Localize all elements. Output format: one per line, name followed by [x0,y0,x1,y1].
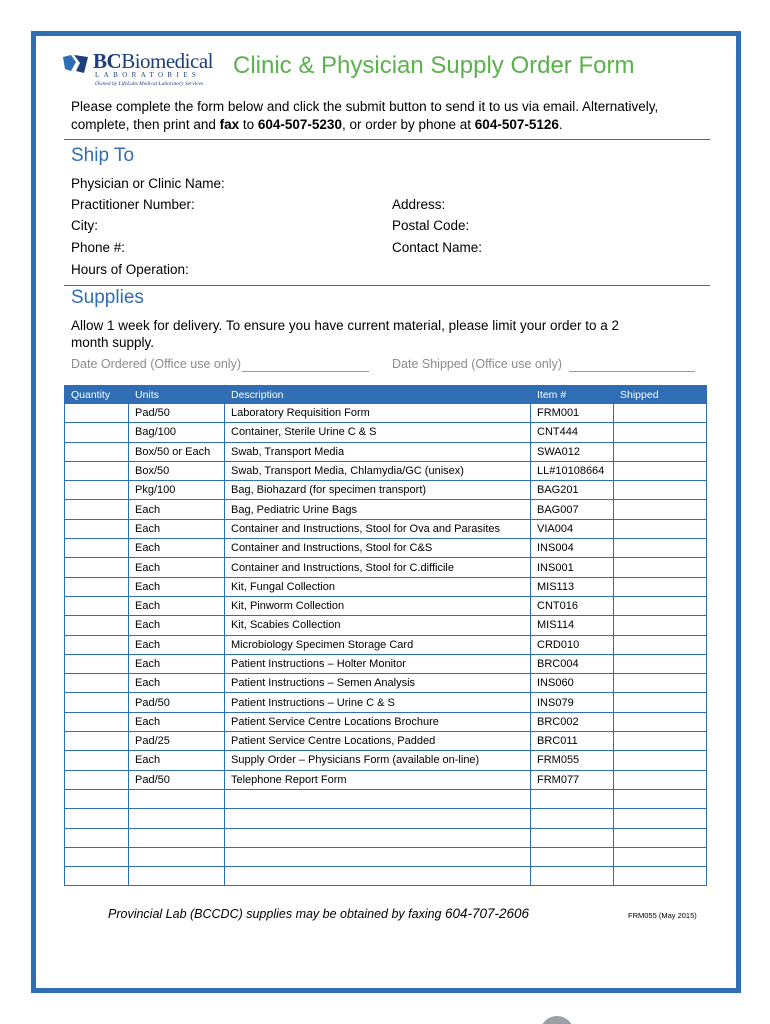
shipped-cell [614,596,707,615]
item-number-cell [531,828,614,847]
shipped-cell [614,789,707,808]
table-row [65,558,707,577]
supplies-note: Allow 1 week for delivery. To ensure you have current material, please limit your order to a 2 month supply. [71,318,620,350]
supply-order-table [64,385,707,886]
description-cell [225,828,531,847]
shipped-cell [614,558,707,577]
page-title: Clinic & Physician Supply Order Form [233,52,635,79]
item-number-cell: BRC002 [531,712,614,731]
shipped-cell [614,732,707,751]
description-cell [225,789,531,808]
units-cell: Each [129,539,225,558]
item-number-cell: BRC011 [531,732,614,751]
item-number-cell: CNT444 [531,423,614,442]
quantity-cell[interactable] [65,558,129,577]
postal-code-field[interactable]: Postal Code: [392,218,470,233]
description-cell: Kit, Scabies Collection [225,616,531,635]
phone-field[interactable]: Phone #: [71,240,126,255]
units-cell [129,789,225,808]
description-cell: Kit, Fungal Collection [225,577,531,596]
item-number-cell: FRM055 [531,751,614,770]
description-cell: Bag, Pediatric Urine Bags [225,500,531,519]
table-row [65,442,707,461]
page-corner-mark [540,1016,574,1024]
shipped-cell [614,461,707,480]
shipped-cell [614,654,707,673]
quantity-cell[interactable] [65,461,129,480]
physician-name-field[interactable]: Physician or Clinic Name: [71,176,225,191]
shipped-cell [614,616,707,635]
description-cell: Container and Instructions, Stool for Ova and Parasites [225,519,531,538]
table-row [65,712,707,731]
table-row [65,674,707,693]
table-row [65,519,707,538]
units-cell: Pad/25 [129,732,225,751]
footer-note: Provincial Lab (BCCDC) supplies may be obtained by faxing 604-707-2606 [108,906,530,921]
quantity-cell[interactable] [65,577,129,596]
units-cell: Each [129,635,225,654]
form-id: FRM055 (May 2015) [628,911,697,920]
quantity-cell[interactable] [65,867,129,886]
description-cell: Microbiology Specimen Storage Card [225,635,531,654]
item-number-cell: FRM077 [531,770,614,789]
units-cell: Bag/100 [129,423,225,442]
quantity-cell[interactable] [65,789,129,808]
units-cell: Box/50 [129,461,225,480]
description-cell: Patient Service Centre Locations, Padded [225,732,531,751]
shipped-cell [614,481,707,500]
column-header-description: Description [225,386,531,404]
intro-text: Please complete the form below and click the submit button to send it to us via email. Alternatively, complete, then print and fax to 604-507-5230, or order by phone at 604-507-5126. [71,99,659,132]
units-cell: Each [129,616,225,635]
phone-number: 604-507-5126 [474,117,559,132]
table-row [65,500,707,519]
table-row [65,847,707,866]
section-divider [64,285,710,286]
description-cell: Container and Instructions, Stool for C&S [225,539,531,558]
quantity-cell[interactable] [65,539,129,558]
item-number-cell: INS079 [531,693,614,712]
column-header-item: Item # [531,386,614,404]
description-cell [225,847,531,866]
item-number-cell: FRM001 [531,404,614,423]
units-cell: Box/50 or Each [129,442,225,461]
table-row [65,423,707,442]
table-row [65,596,707,615]
units-cell: Each [129,712,225,731]
description-cell: Supply Order – Physicians Form (available on-line) [225,751,531,770]
quantity-cell[interactable] [65,809,129,828]
column-header-units: Units [129,386,225,404]
table-row [65,539,707,558]
column-header-shipped: Shipped [614,386,707,404]
quantity-cell[interactable] [65,770,129,789]
units-cell: Each [129,654,225,673]
description-cell: Container and Instructions, Stool for C.difficile [225,558,531,577]
quantity-cell[interactable] [65,654,129,673]
shipped-cell [614,577,707,596]
shipped-cell [614,539,707,558]
logo-name: BCBiomedical [93,49,213,73]
date-ordered-label: Date Ordered (Office use only) [71,357,241,371]
item-number-cell: INS060 [531,674,614,693]
practitioner-number-field[interactable]: Practitioner Number: [71,197,195,212]
logo-owner-text: Owned by LifeLabs Medical Laboratory Services [95,81,204,87]
units-cell: Each [129,500,225,519]
bc-biomedical-logo [62,49,214,91]
shipped-cell [614,404,707,423]
table-body [65,404,707,886]
units-cell: Pad/50 [129,693,225,712]
units-cell: Pad/50 [129,404,225,423]
description-cell: Swab, Transport Media [225,442,531,461]
quantity-cell[interactable] [65,828,129,847]
item-number-cell: MIS114 [531,616,614,635]
quantity-cell[interactable] [65,519,129,538]
shipped-cell [614,828,707,847]
shipped-cell [614,674,707,693]
shipped-cell [614,442,707,461]
quantity-cell[interactable] [65,442,129,461]
shipped-cell [614,635,707,654]
date-shipped-label: Date Shipped (Office use only) [392,357,563,371]
logo-subtitle: LABORATORIES [95,71,201,79]
units-cell: Pkg/100 [129,481,225,500]
shipped-cell [614,847,707,866]
table-row [65,828,707,847]
units-cell: Each [129,519,225,538]
table-row [65,616,707,635]
description-cell [225,809,531,828]
item-number-cell [531,789,614,808]
quantity-cell[interactable] [65,674,129,693]
contact-name-field[interactable]: Contact Name: [392,240,483,255]
quantity-cell[interactable] [65,616,129,635]
quantity-cell[interactable] [65,751,129,770]
quantity-cell[interactable] [65,712,129,731]
quantity-cell[interactable] [65,732,129,751]
item-number-cell: BAG007 [531,500,614,519]
quantity-cell[interactable] [65,404,129,423]
description-cell: Kit, Pinworm Collection [225,596,531,615]
item-number-cell [531,867,614,886]
units-cell [129,847,225,866]
table-row [65,461,707,480]
quantity-cell[interactable] [65,693,129,712]
units-cell [129,867,225,886]
item-number-cell: CRD010 [531,635,614,654]
table-row [65,789,707,808]
shipped-cell [614,519,707,538]
item-number-cell: SWA012 [531,442,614,461]
date-ordered-line[interactable] [242,371,369,372]
shipped-cell [614,693,707,712]
description-cell: Patient Instructions – Holter Monitor [225,654,531,673]
shipped-cell [614,423,707,442]
description-cell: Container, Sterile Urine C & S [225,423,531,442]
table-row [65,654,707,673]
fax-number: 604-507-5230 [257,117,342,132]
units-cell [129,809,225,828]
description-cell: Swab, Transport Media, Chlamydia/GC (unisex) [225,461,531,480]
quantity-cell[interactable] [65,423,129,442]
table-row [65,577,707,596]
units-cell: Each [129,596,225,615]
quantity-cell[interactable] [65,500,129,519]
units-cell: Each [129,577,225,596]
table-row [65,751,707,770]
item-number-cell: BAG201 [531,481,614,500]
city-field[interactable]: City: [71,218,98,233]
quantity-cell[interactable] [65,481,129,500]
description-cell: Bag, Biohazard (for specimen transport) [225,481,531,500]
section-divider [64,139,710,140]
item-number-cell: VIA004 [531,519,614,538]
units-cell: Each [129,674,225,693]
date-shipped-line[interactable] [569,371,695,372]
table-row [65,732,707,751]
item-number-cell [531,847,614,866]
quantity-cell[interactable] [65,635,129,654]
units-cell: Each [129,751,225,770]
shipped-cell [614,770,707,789]
item-number-cell [531,809,614,828]
shipped-cell [614,867,707,886]
logo-mark-icon [62,53,90,75]
shipped-cell [614,712,707,731]
units-cell: Pad/50 [129,770,225,789]
description-cell: Laboratory Requisition Form [225,404,531,423]
description-cell: Patient Instructions – Semen Analysis [225,674,531,693]
table-row [65,481,707,500]
description-cell: Patient Service Centre Locations Brochure [225,712,531,731]
table-row [65,635,707,654]
item-number-cell: LL#10108664 [531,461,614,480]
hours-field[interactable]: Hours of Operation: [71,262,189,277]
quantity-cell[interactable] [65,847,129,866]
description-cell [225,867,531,886]
bccdc-fax-number: 604-707-2606 [444,906,530,921]
supplies-heading: Supplies [71,287,144,308]
table-row [65,809,707,828]
description-cell: Telephone Report Form [225,770,531,789]
description-cell: Patient Instructions – Urine C & S [225,693,531,712]
table-row [65,770,707,789]
quantity-cell[interactable] [65,596,129,615]
item-number-cell: CNT016 [531,596,614,615]
shipped-cell [614,751,707,770]
table-header-row [65,386,707,404]
shipped-cell [614,809,707,828]
item-number-cell: BRC004 [531,654,614,673]
units-cell [129,828,225,847]
item-number-cell: INS004 [531,539,614,558]
units-cell: Each [129,558,225,577]
item-number-cell: MIS113 [531,577,614,596]
shipped-cell [614,500,707,519]
ship-to-heading: Ship To [71,145,135,166]
address-field[interactable]: Address: [392,197,446,212]
item-number-cell: INS001 [531,558,614,577]
table-row [65,404,707,423]
table-row [65,867,707,886]
column-header-quantity: Quantity [65,386,129,404]
table-row [65,693,707,712]
